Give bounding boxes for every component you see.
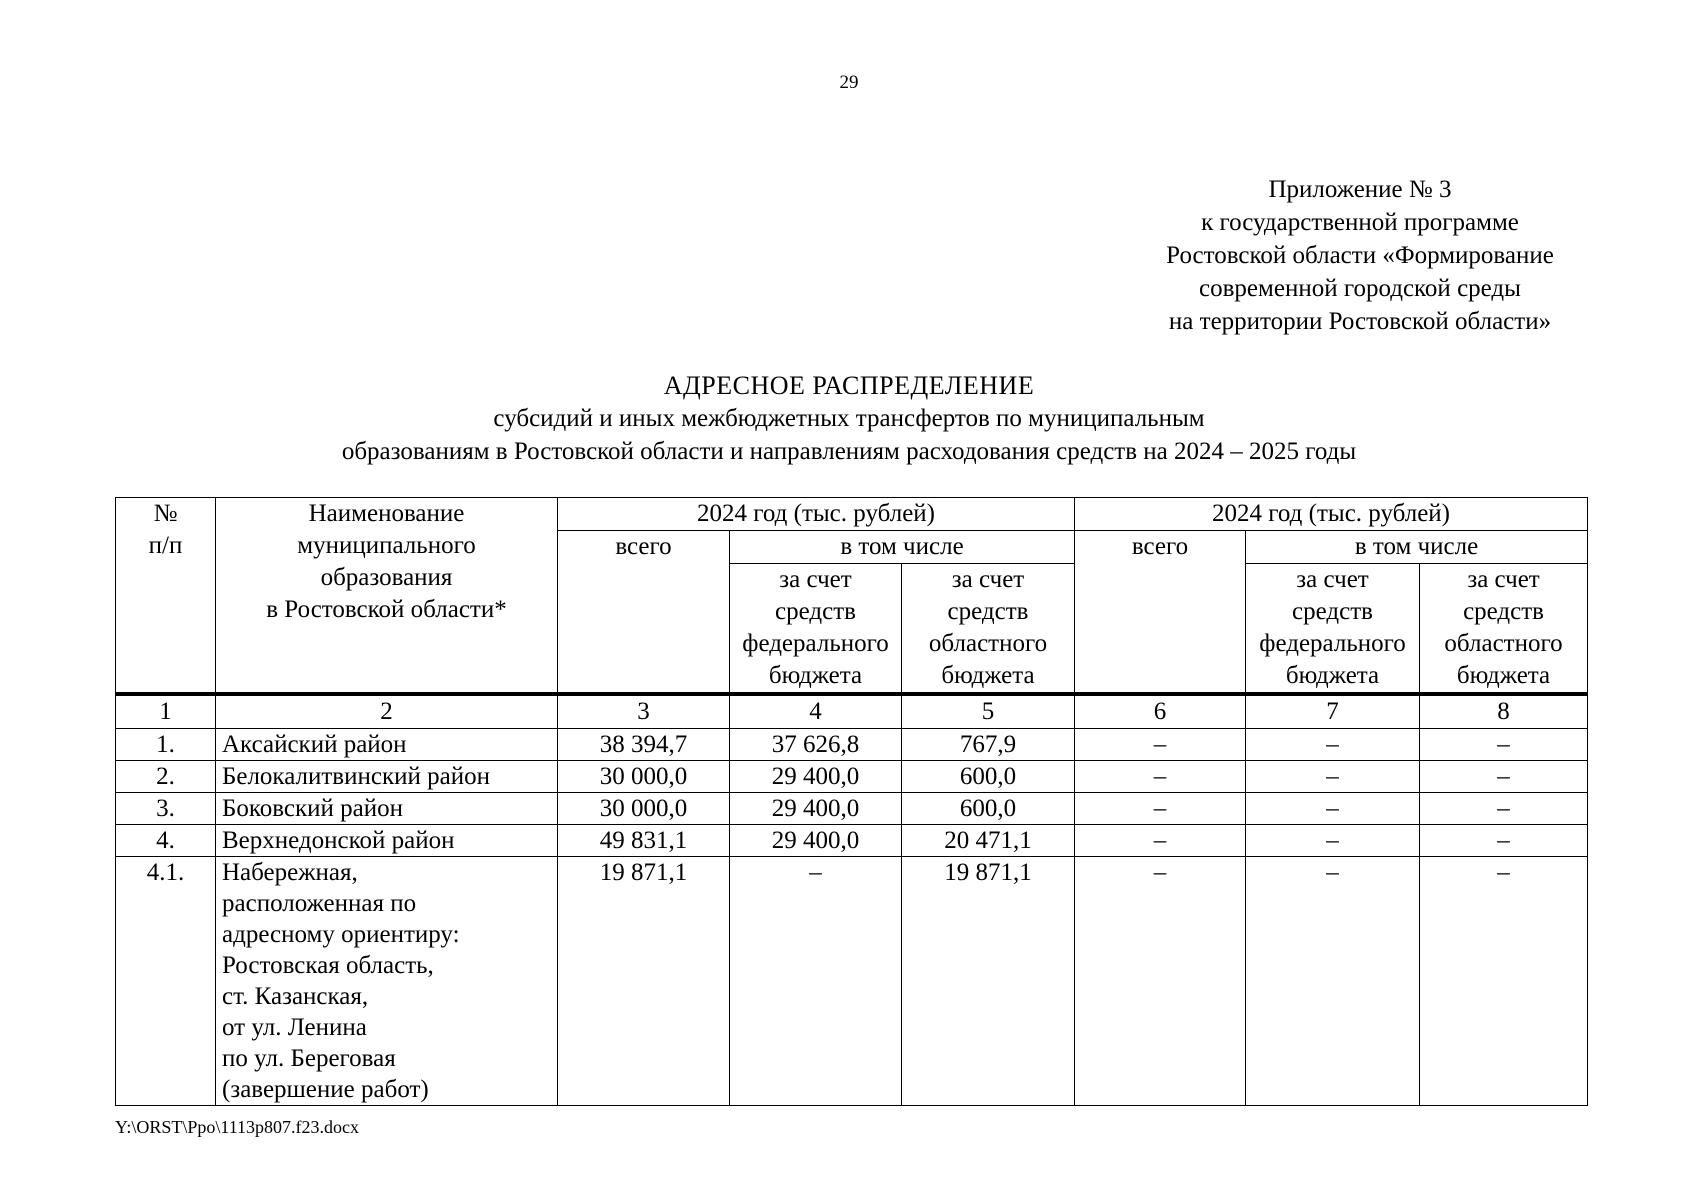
federal-2024a: 29 400,0 <box>730 761 902 793</box>
title-line: субсидий и иных межбюджетных трансфертов по муниципальным <box>493 405 1205 432</box>
regional-2024b: – <box>1420 825 1588 857</box>
object-description: Набережная, расположенная по адресному ориентиру: Ростовская область, ст. Казанская, от ул. Ленина по ул. Береговая (завершение работ) <box>216 857 558 1106</box>
title-line: образованиям в Ростовской области и направлениям расходования средств на 2024 – 2025 годы <box>341 438 1357 465</box>
appendix-note <box>1120 173 1600 338</box>
total-2024a: 38 394,7 <box>558 729 730 761</box>
appendix-line: Приложение № 3 <box>1268 176 1452 203</box>
column-number: 6 <box>1075 694 1246 729</box>
total-2024a: 30 000,0 <box>558 793 730 825</box>
total-2024b: – <box>1075 857 1246 1106</box>
distribution-table <box>115 497 1588 1106</box>
column-number: 8 <box>1420 694 1588 729</box>
table-row-sub-object <box>116 857 1588 1106</box>
regional-2024a: 600,0 <box>902 761 1075 793</box>
header-federal-a: за счет средств федерального бюджета <box>730 564 902 695</box>
header-col-number: № п/п <box>116 498 216 695</box>
header-total-a: всего <box>558 531 730 695</box>
regional-2024a: 600,0 <box>902 793 1075 825</box>
header-year-b: 2024 год (тыс. рублей) <box>1075 498 1588 531</box>
regional-2024a: 20 471,1 <box>902 825 1075 857</box>
table-row <box>116 793 1588 825</box>
row-number: 2. <box>116 761 216 793</box>
municipality-name: Белокалитвинский район <box>216 761 558 793</box>
row-number: 1. <box>116 729 216 761</box>
total-2024a: 19 871,1 <box>558 857 730 1106</box>
total-2024b: – <box>1075 825 1246 857</box>
appendix-line: к государственной программе <box>1201 209 1519 236</box>
header-federal-b: за счет средств федерального бюджета <box>1246 564 1420 695</box>
column-number: 4 <box>730 694 902 729</box>
municipality-name: Боковский район <box>216 793 558 825</box>
municipality-name: Верхнедонской район <box>216 825 558 857</box>
table-row <box>116 729 1588 761</box>
header-including-b: в том числе <box>1246 531 1588 564</box>
regional-2024b: – <box>1420 761 1588 793</box>
federal-2024b: – <box>1246 729 1420 761</box>
federal-2024a: 37 626,8 <box>730 729 902 761</box>
total-2024a: 30 000,0 <box>558 761 730 793</box>
regional-2024b: – <box>1420 729 1588 761</box>
table-row <box>116 825 1588 857</box>
header-col-name: Наименование муниципального образования в Ростовской области* <box>216 498 558 695</box>
appendix-line: современной городской среды <box>1199 275 1521 302</box>
header-regional-b: за счет средств областного бюджета <box>1420 564 1588 695</box>
federal-2024b: – <box>1246 857 1420 1106</box>
file-path-footer: Y:\ORST\Ppo\1113p807.f23.docx <box>115 1117 360 1137</box>
page-number: 29 <box>839 72 859 93</box>
regional-2024a: 767,9 <box>902 729 1075 761</box>
total-2024a: 49 831,1 <box>558 825 730 857</box>
table-row <box>116 761 1588 793</box>
header-total-b: всего <box>1075 531 1246 695</box>
total-2024b: – <box>1075 729 1246 761</box>
header-regional-a: за счет средств областного бюджета <box>902 564 1075 695</box>
row-number: 4. <box>116 825 216 857</box>
header-including-a: в том числе <box>730 531 1075 564</box>
municipality-name: Аксайский район <box>216 729 558 761</box>
title-heading: АДРЕСНОЕ РАСПРЕДЕЛЕНИЕ <box>663 371 1035 400</box>
appendix-line: на территории Ростовской области» <box>1168 308 1552 335</box>
column-number: 1 <box>116 694 216 729</box>
column-number: 7 <box>1246 694 1420 729</box>
column-number: 3 <box>558 694 730 729</box>
column-number: 2 <box>216 694 558 729</box>
regional-2024a: 19 871,1 <box>902 857 1075 1106</box>
total-2024b: – <box>1075 761 1246 793</box>
federal-2024a: – <box>730 857 902 1106</box>
federal-2024b: – <box>1246 793 1420 825</box>
total-2024b: – <box>1075 793 1246 825</box>
regional-2024b: – <box>1420 793 1588 825</box>
row-number: 4.1. <box>116 857 216 1106</box>
column-number-row <box>116 694 1588 729</box>
federal-2024b: – <box>1246 761 1420 793</box>
column-number: 5 <box>902 694 1075 729</box>
header-year-a: 2024 год (тыс. рублей) <box>558 498 1075 531</box>
document-title <box>0 369 1698 468</box>
regional-2024b: – <box>1420 857 1588 1106</box>
row-number: 3. <box>116 793 216 825</box>
federal-2024a: 29 400,0 <box>730 793 902 825</box>
federal-2024b: – <box>1246 825 1420 857</box>
federal-2024a: 29 400,0 <box>730 825 902 857</box>
appendix-line: Ростовской области «Формирование <box>1166 242 1554 269</box>
